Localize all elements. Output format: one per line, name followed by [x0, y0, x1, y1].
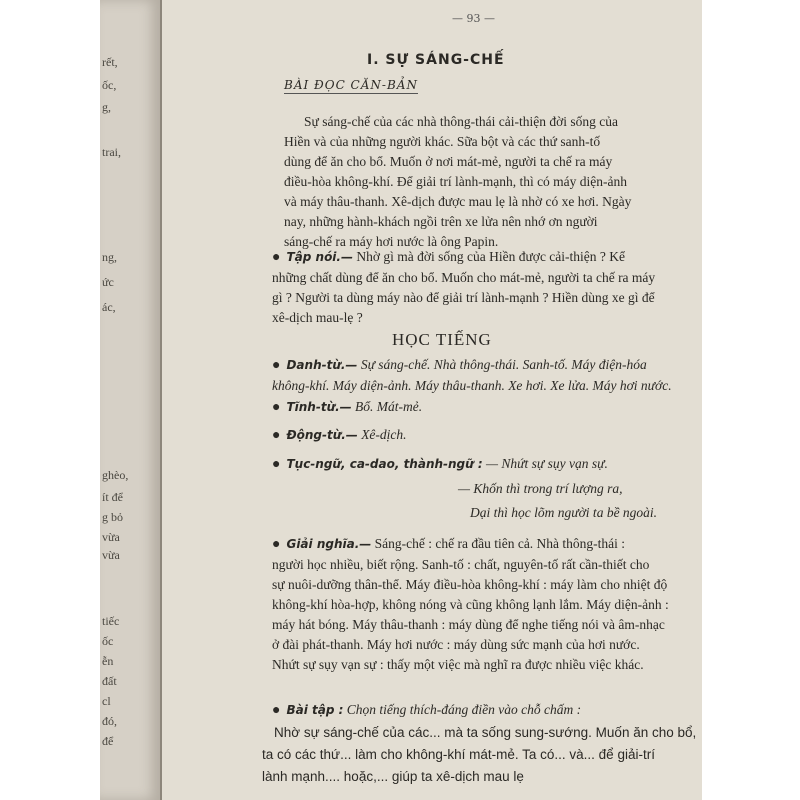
- talk-line: những chất dùng để ăn cho bổ. Muốn cho mát-mẻ, người ta chế ra máy: [272, 270, 656, 285]
- left-fragment: ốc: [102, 634, 114, 648]
- nouns-label: Danh-từ.—: [286, 358, 358, 372]
- reading-line: nay, những hành-khách ngồi trên xe lửa nên nhớ ơn người: [284, 214, 598, 229]
- page-number: — 93 —: [452, 12, 495, 25]
- left-fragment: ghèo,: [102, 468, 129, 482]
- reading-line: dùng để ăn cho bổ. Muốn ở nơi mát-mẻ, người ta chế ra máy: [284, 154, 613, 169]
- verbs-text: Xê-dịch.: [361, 427, 407, 442]
- left-fragment: g bỏ: [102, 510, 123, 524]
- definition-line: Sáng-chế : chế ra đầu tiên cả. Nhà thông-thái :: [374, 536, 626, 551]
- exercise-instruction: Chọn tiếng thích-đáng điền vào chỗ chấm :: [346, 702, 582, 717]
- nouns-section: [272, 355, 702, 396]
- exercise-label: Bài tập :: [286, 703, 344, 717]
- bullet-icon: ●: [272, 250, 281, 265]
- proverb-line: — Khốn thì trong trí lượng ra,: [458, 481, 623, 496]
- reading-line: Hiền và của những người khác. Sữa bột và các thứ sanh-tố: [284, 134, 601, 149]
- definition-line: ở đài phát-thanh. Máy hơi nước : máy dùng sức mạnh của hơi nước.: [272, 637, 640, 652]
- left-fragment: trai,: [102, 145, 121, 159]
- right-page: [162, 0, 702, 800]
- verbs-section: [272, 425, 702, 446]
- left-fragment: vừa: [102, 530, 120, 544]
- bullet-icon: ●: [272, 428, 281, 443]
- definition-line: sự nuôi-dưỡng thân-thể. Máy điều-hòa không-khí : máy làm cho nhiệt độ: [272, 577, 668, 592]
- adjectives-section: [272, 397, 702, 418]
- left-fragment: tiếc: [102, 614, 120, 628]
- talk-label: Tập nói.—: [286, 250, 353, 264]
- definition-line: không-khí hòa-hợp, không nóng và cũng không lạnh lắm. Máy diện-ảnh :: [272, 597, 669, 612]
- talk-line: gì ? Người ta dùng máy nào để giải trí lành-mạnh ? Hiền dùng xe gì để: [272, 290, 655, 305]
- exercise-text: [262, 722, 702, 788]
- reading-paragraph: [284, 112, 702, 252]
- section-title: I. SỰ SÁNG-CHẾ: [367, 52, 505, 68]
- left-fragment: để: [102, 734, 114, 748]
- left-fragment: vừa: [102, 548, 120, 562]
- proverb-line: Dại thì học lõm người ta bề ngoài.: [470, 505, 658, 520]
- reading-line: Sự sáng-chế của các nhà thông-thái cải-thiện đời sống của: [304, 114, 618, 129]
- talk-line: xê-dịch mau-lẹ ?: [272, 310, 363, 325]
- book-photo: [100, 0, 702, 800]
- left-fragment: ít để: [102, 490, 123, 504]
- definition-line: người học nhiều, biết rộng. Sanh-tố : chất, nguyên-tố rất cần-thiết cho: [272, 557, 650, 572]
- left-fragment: ễn: [102, 654, 114, 668]
- exercise-line: Nhờ sự sáng-chế của các... mà ta sống sung-sướng. Muốn ăn cho bổ,: [274, 725, 697, 740]
- definition-line: Nhứt sự sụy vạn sự : thấy một việc mà nghĩ ra được nhiều việc khác.: [272, 657, 644, 672]
- nouns-line: không-khí. Máy diện-ảnh. Máy thâu-thanh. Xe hơi. Xe lửa. Máy hơi nước.: [272, 378, 672, 393]
- reading-line: sáng-chế ra máy hơi nước là ông Papin.: [284, 234, 499, 249]
- bullet-icon: ●: [272, 537, 281, 552]
- talk-section: [272, 247, 702, 328]
- left-fragment: g,: [102, 100, 111, 114]
- exercise-line: lành mạnh.... hoặc,... giúp ta xê-dịch mau lẹ: [262, 769, 524, 784]
- reading-label: BÀI ĐỌC CĂN-BẢN: [284, 78, 418, 92]
- left-fragment: ác,: [102, 300, 116, 314]
- left-fragment: rết,: [102, 55, 118, 69]
- left-fragment: ức: [102, 275, 114, 289]
- adjectives-text: Bổ. Mát-mẻ.: [355, 399, 423, 414]
- left-fragment: cl: [102, 694, 111, 708]
- verbs-label: Động-từ.—: [286, 428, 358, 442]
- nouns-line: Sự sáng-chế. Nhà thông-thái. Sanh-tố. Máy điện-hóa: [360, 357, 647, 372]
- proverb-line: — Nhứt sự sụy vạn sự.: [486, 456, 608, 471]
- left-fragment: ốc,: [102, 78, 117, 92]
- exercise-section: [272, 700, 702, 721]
- proverbs-label: Tục-ngữ, ca-dao, thành-ngữ :: [286, 457, 483, 471]
- left-fragment: đất: [102, 674, 117, 688]
- left-page-edge: [100, 0, 162, 800]
- bullet-icon: ●: [272, 703, 281, 718]
- reading-line: và máy thâu-thanh. Xê-dịch được mau lẹ là nhờ có xe hơi. Ngày: [284, 194, 632, 209]
- adjectives-label: Tĩnh-từ.—: [286, 400, 352, 414]
- definitions-section: [272, 534, 702, 675]
- exercise-line: ta có các thứ... làm cho không-khí mát-mẻ. Ta có... và... để giải-trí: [262, 747, 655, 762]
- vocab-title: HỌC TIẾNG: [392, 330, 492, 349]
- definitions-label: Giải nghĩa.—: [286, 537, 372, 551]
- proverbs-section: [272, 454, 702, 475]
- definition-line: máy hát bóng. Máy thâu-thanh : máy dùng để nghe tiếng nói và âm-nhạc: [272, 617, 665, 632]
- bullet-icon: ●: [272, 400, 281, 415]
- left-fragment: ng,: [102, 250, 117, 264]
- bullet-icon: ●: [272, 457, 281, 472]
- reading-line: điều-hòa không-khí. Để giải trí lành-mạnh, thì có máy diện-ảnh: [284, 174, 628, 189]
- bullet-icon: ●: [272, 358, 281, 373]
- talk-line: Nhờ gì mà đời sống của Hiền được cải-thiện ? Kể: [356, 249, 626, 264]
- left-fragment: đó,: [102, 714, 117, 728]
